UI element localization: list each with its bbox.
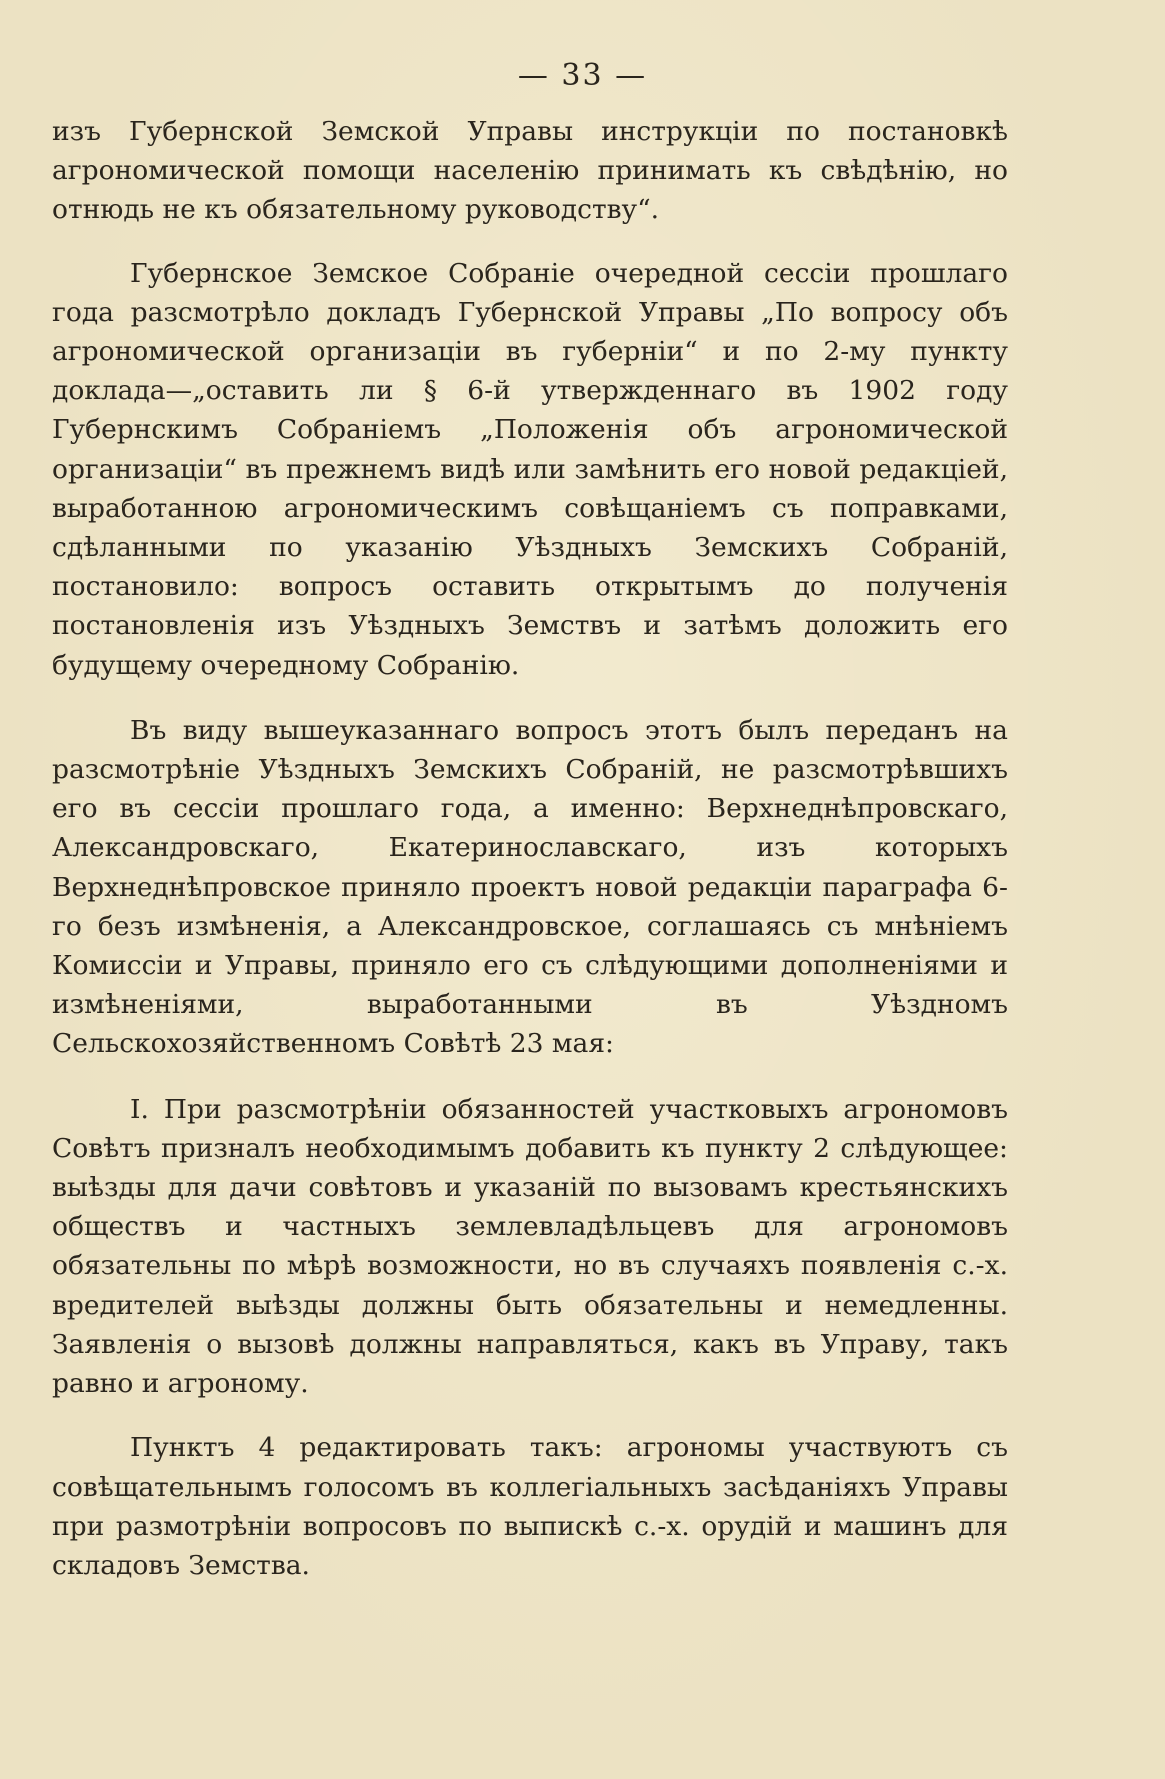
page-number: — 33 — (517, 58, 648, 93)
paragraph-3: Въ виду вышеуказаннаго вопросъ этотъ былъ переданъ на разсмотрѣніе Уѣздныхъ Земскихъ Собраній, не разсмотрѣвшихъ его въ сессіи прошлаго года, а именно: Верхнеднѣпровскаго, Александровскаго, Екатеринославскаго, изъ которыхъ Верхнеднѣпровское приняло проектъ новой редакціи параграфа 6-го безъ измѣненія, а Александровское, соглашаясь съ мнѣніемъ Комиссіи и Управы, приняло его съ слѣдующими дополненіями и измѣненіями, выработанными въ Уѣздномъ Сельскохозяйственномъ Совѣтѣ 23 мая: (52, 714, 1008, 1060)
paragraph-1: изъ Губернской Земской Управы инструкціи по постановкѣ агрономической помощи населенію принимать къ свѣдѣнію, но отнюдь не къ обязательному руководству“. (52, 116, 1008, 226)
body-text (52, 112, 1008, 1585)
paragraph-5: Пунктъ 4 редактировать такъ: агрономы участвуютъ съ совѣщательнымъ голосомъ въ коллегіальныхъ засѣданіяхъ Управы при размотрѣніи вопросовъ по выпискѣ с.-х. орудій и машинъ для складовъ Земства. (52, 1432, 1008, 1581)
paragraph-4: I. При разсмотрѣніи обязанностей участковыхъ агрономовъ Совѣтъ призналъ необходимымъ добавить къ пункту 2 слѣдующее: выѣзды для дачи совѣтовъ и указаній по вызовамъ крестьянскихъ обществъ и частныхъ землевладѣльцевъ для агрономовъ обязательны по мѣрѣ возможности, но въ случаяхъ появленія с.-х. вредителей выѣзды должны быть обязательны и немедленны. Заявленія о вызовѣ должны направляться, какъ въ Управу, такъ равно и агроному. (52, 1093, 1008, 1400)
paragraph-2: Губернское Земское Собраніе очередной сессіи прошлаго года разсмотрѣло докладъ Губернской Управы „По вопросу объ агрономической организаціи въ губерніи“ и по 2-му пункту доклада—„оставить ли § 6-й утвержденнаго въ 1902 году Губернскимъ Собраніемъ „Положенія объ агрономической организаціи“ въ прежнемъ видѣ или замѣнить его новой редакціей, выработанною агрономическимъ совѣщаніемъ съ поправками, сдѣланными по указанію Уѣздныхъ Земскихъ Собраній, постановило: вопросъ оставить открытымъ до полученія постановленія изъ Уѣздныхъ Земствъ и затѣмъ доложить его будущему очередному Собранію. (52, 257, 1008, 681)
